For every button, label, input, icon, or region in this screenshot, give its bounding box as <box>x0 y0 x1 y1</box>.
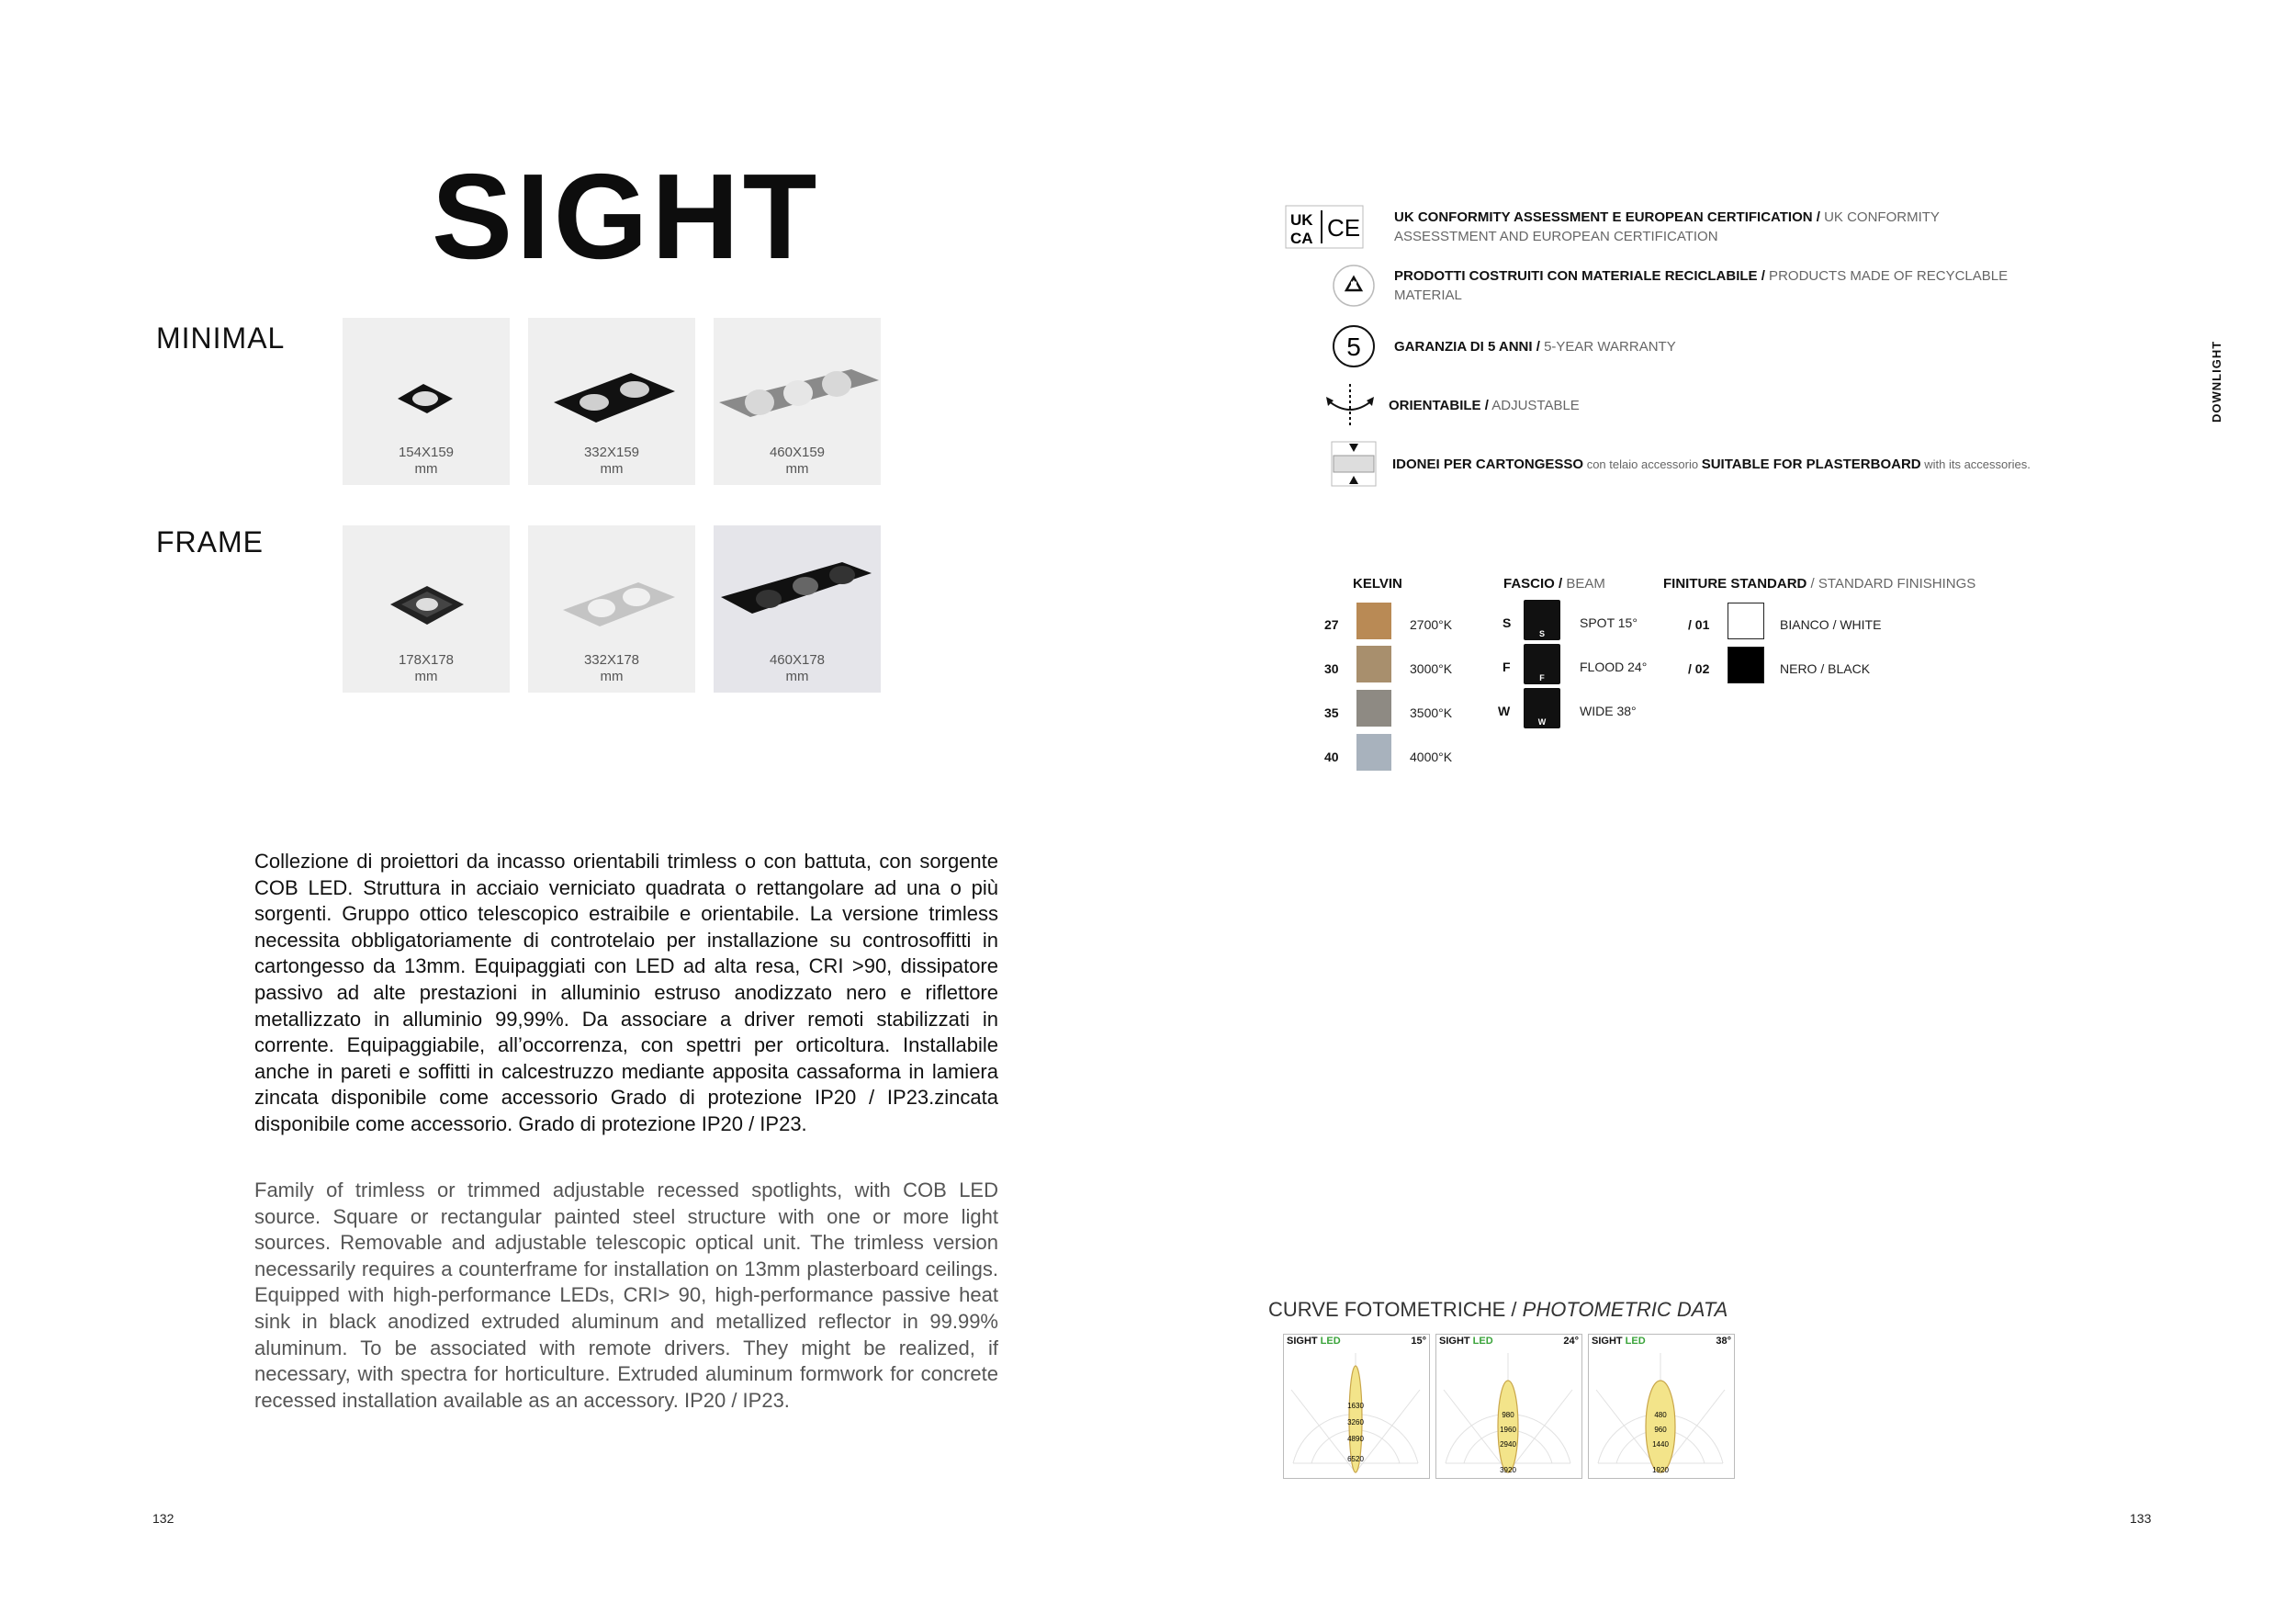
kelvin-code: 40 <box>1324 750 1339 764</box>
page-title: SIGHT <box>432 149 821 284</box>
cert-text: PRODOTTI COSTRUITI CON MATERIALE RECICLABILE / PRODUCTS MADE OF RECYCLABLE MATERIAL <box>1394 268 2009 303</box>
beam-code: S <box>1503 615 1512 630</box>
svg-text:5: 5 <box>1346 333 1361 361</box>
kelvin-code: 35 <box>1324 705 1339 720</box>
page-number-right: 133 <box>2130 1511 2152 1526</box>
beam-code: W <box>1498 704 1511 718</box>
beam-spot-icon: S <box>1524 600 1560 640</box>
kelvin-code: 30 <box>1324 661 1339 676</box>
finish-swatch-white <box>1728 603 1764 639</box>
cert-text: GARANZIA DI 5 ANNI / 5-YEAR WARRANTY <box>1394 338 1676 355</box>
svg-text:CE: CE <box>1327 214 1361 242</box>
product-image <box>343 318 510 485</box>
kelvin-label: 3500°K <box>1410 705 1453 720</box>
plasterboard-icon <box>1324 441 1383 487</box>
product-image <box>714 318 881 485</box>
svg-text:1920: 1920 <box>1652 1466 1669 1474</box>
beam-flood-icon: F <box>1524 644 1560 684</box>
finish-label: BIANCO / WHITE <box>1780 617 1882 632</box>
product-size-caption: 154X159 mm <box>398 445 455 477</box>
kelvin-swatch <box>1356 603 1391 639</box>
product-thumb-frame-1[interactable] <box>343 525 510 693</box>
cert-text: IDONEI PER CARTONGESSO con telaio accessorio SUITABLE FOR PLASTERBOARD with its accessories. <box>1392 456 2031 472</box>
recycle-icon <box>1324 263 1383 309</box>
section-side-tab: DOWNLIGHT <box>2210 340 2223 423</box>
product-thumb-minimal-3[interactable] <box>714 318 881 485</box>
curve-angle: 15° <box>1411 1336 1426 1347</box>
finish-code: / 01 <box>1688 617 1710 632</box>
kelvin-label: 3000°K <box>1410 661 1453 676</box>
finishes-header: FINITURE STANDARD / STANDARD FINISHINGS <box>1663 576 1976 592</box>
beam-code: F <box>1503 660 1511 674</box>
svg-text:3920: 3920 <box>1500 1466 1516 1474</box>
kelvin-header: KELVIN <box>1353 576 1402 592</box>
curve-angle: 24° <box>1563 1336 1579 1347</box>
product-size-caption: 460X178 mm <box>769 652 826 684</box>
adjustable-icon <box>1321 382 1379 428</box>
svg-text:3260: 3260 <box>1347 1418 1364 1427</box>
svg-text:CA: CA <box>1290 230 1313 247</box>
svg-text:4890: 4890 <box>1347 1435 1364 1443</box>
cert-text: ORIENTABILE / ADJUSTABLE <box>1389 397 1580 413</box>
description-english: Family of trimless or trimmed adjustable recessed spotlights, with COB LED source. Square or rectangular painted steel structure with one or more light sources. Removable and adjustable telescopic optical unit. The trimless version necessarily requires a counterframe for installation on 13mm plasterboard ceilings. Equipped with high-performance LEDs, CRI> 90, high-performance passive heat sink in black anodized extruded aluminum and metallized reflector in 99.99% aluminum. To be associated with remote drivers. They might be realized, if necessary, with spectra for horticulture. Extruded aluminum formwork for concrete recessed installation available as an accessory. IP20 / IP23. <box>254 1179 998 1412</box>
beam-header: FASCIO / BEAM <box>1503 576 1605 592</box>
product-thumb-frame-2[interactable] <box>528 525 695 693</box>
curve-header: SIGHT LED <box>1287 1336 1341 1347</box>
product-image <box>528 318 695 485</box>
polar-curve-diagram <box>1284 1335 1427 1478</box>
finish-label: NERO / BLACK <box>1780 661 1871 676</box>
svg-text:UK: UK <box>1290 211 1313 229</box>
product-image <box>528 525 695 693</box>
finish-code: / 02 <box>1688 661 1710 676</box>
category-label-minimal: MINIMAL <box>156 321 286 355</box>
polar-curve-diagram <box>1436 1335 1580 1478</box>
product-thumb-minimal-2[interactable] <box>528 318 695 485</box>
product-image <box>714 525 881 693</box>
kelvin-label: 2700°K <box>1410 617 1453 632</box>
kelvin-swatch <box>1356 690 1391 727</box>
product-image <box>343 525 510 693</box>
cert-text: UK CONFORMITY ASSESSMENT E EUROPEAN CERTIFICATION / UK CONFORMITY ASSESSTMENT AND EUROPEAN CERTIFICATION <box>1394 209 1940 244</box>
finish-swatch-black <box>1728 647 1764 683</box>
warranty-5-icon <box>1324 323 1383 369</box>
product-size-caption: 460X159 mm <box>769 445 826 477</box>
svg-text:1630: 1630 <box>1347 1402 1364 1410</box>
description-italian: Collezione di proiettori da incasso orientabili trimless o con battuta, con sorgente COB LED. Struttura in acciaio verniciato quadrata o rettangolare ad una o più sorgenti. Gruppo ottico telescopico estraibile e orientabile. La versione trimless necessita obbligatoriamente di controtelaio per installazione su controsoffitti in cartongesso da 13mm. Equipaggiati con LED ad alta resa, CRI >90, dissipatore passivo ad alte prestazioni in alluminio estruso anodizzato nero e riflettore metallizzato in alluminio 99,99%. Da associare a driver remoti stabilizzati in corrente. Equipaggiabile, all’occorrenza, con spettri per orticoltura. Installabile anche in pareti e soffitti in calcestruzzo mediante apposita cassaforma in lamiera zincata disponibile come accessorio Grado di protezione IP20 / IP23.zincata disponibile come accessorio. Grado di protezione IP20 / IP23. <box>254 850 998 1135</box>
kelvin-swatch <box>1356 734 1391 771</box>
beam-label: SPOT 15° <box>1580 615 1638 630</box>
curve-header: SIGHT LED <box>1439 1336 1493 1347</box>
svg-text:2940: 2940 <box>1500 1440 1516 1449</box>
polar-curve-diagram <box>1589 1335 1732 1478</box>
svg-text:1960: 1960 <box>1500 1426 1516 1434</box>
product-thumb-minimal-1[interactable] <box>343 318 510 485</box>
curve-angle: 38° <box>1716 1336 1731 1347</box>
photometric-curve-spot[interactable] <box>1283 1334 1430 1479</box>
product-thumb-frame-3[interactable] <box>714 525 881 693</box>
page-number-left: 132 <box>152 1511 174 1526</box>
photometric-title: CURVE FOTOMETRICHE / PHOTOMETRIC DATA <box>1268 1298 1728 1321</box>
product-size-caption: 332X159 mm <box>583 445 640 477</box>
beam-label: WIDE 38° <box>1580 704 1637 718</box>
cert-row-adjustable <box>1295 382 2032 428</box>
product-size-caption: 178X178 mm <box>398 652 455 684</box>
product-size-caption: 332X178 mm <box>583 652 640 684</box>
svg-text:980: 980 <box>1502 1411 1514 1419</box>
cert-row-recycle <box>1295 263 2037 309</box>
photometric-curve-wide[interactable] <box>1588 1334 1735 1479</box>
curve-header: SIGHT LED <box>1592 1336 1646 1347</box>
svg-text:480: 480 <box>1654 1411 1667 1419</box>
svg-text:1440: 1440 <box>1652 1440 1669 1449</box>
cert-row-ukca <box>1290 204 2037 250</box>
svg-text:960: 960 <box>1654 1426 1667 1434</box>
cert-row-warranty <box>1295 323 2037 369</box>
kelvin-code: 27 <box>1324 617 1339 632</box>
beam-wide-icon: W <box>1524 688 1560 728</box>
beam-label: FLOOD 24° <box>1580 660 1648 674</box>
category-label-frame: FRAME <box>156 525 264 558</box>
ukca-ce-icon <box>1290 204 1361 250</box>
svg-text:6520: 6520 <box>1347 1455 1364 1463</box>
kelvin-swatch <box>1356 646 1391 682</box>
cert-row-plasterboard <box>1295 441 2035 487</box>
photometric-curve-flood[interactable] <box>1435 1334 1582 1479</box>
kelvin-label: 4000°K <box>1410 750 1453 764</box>
